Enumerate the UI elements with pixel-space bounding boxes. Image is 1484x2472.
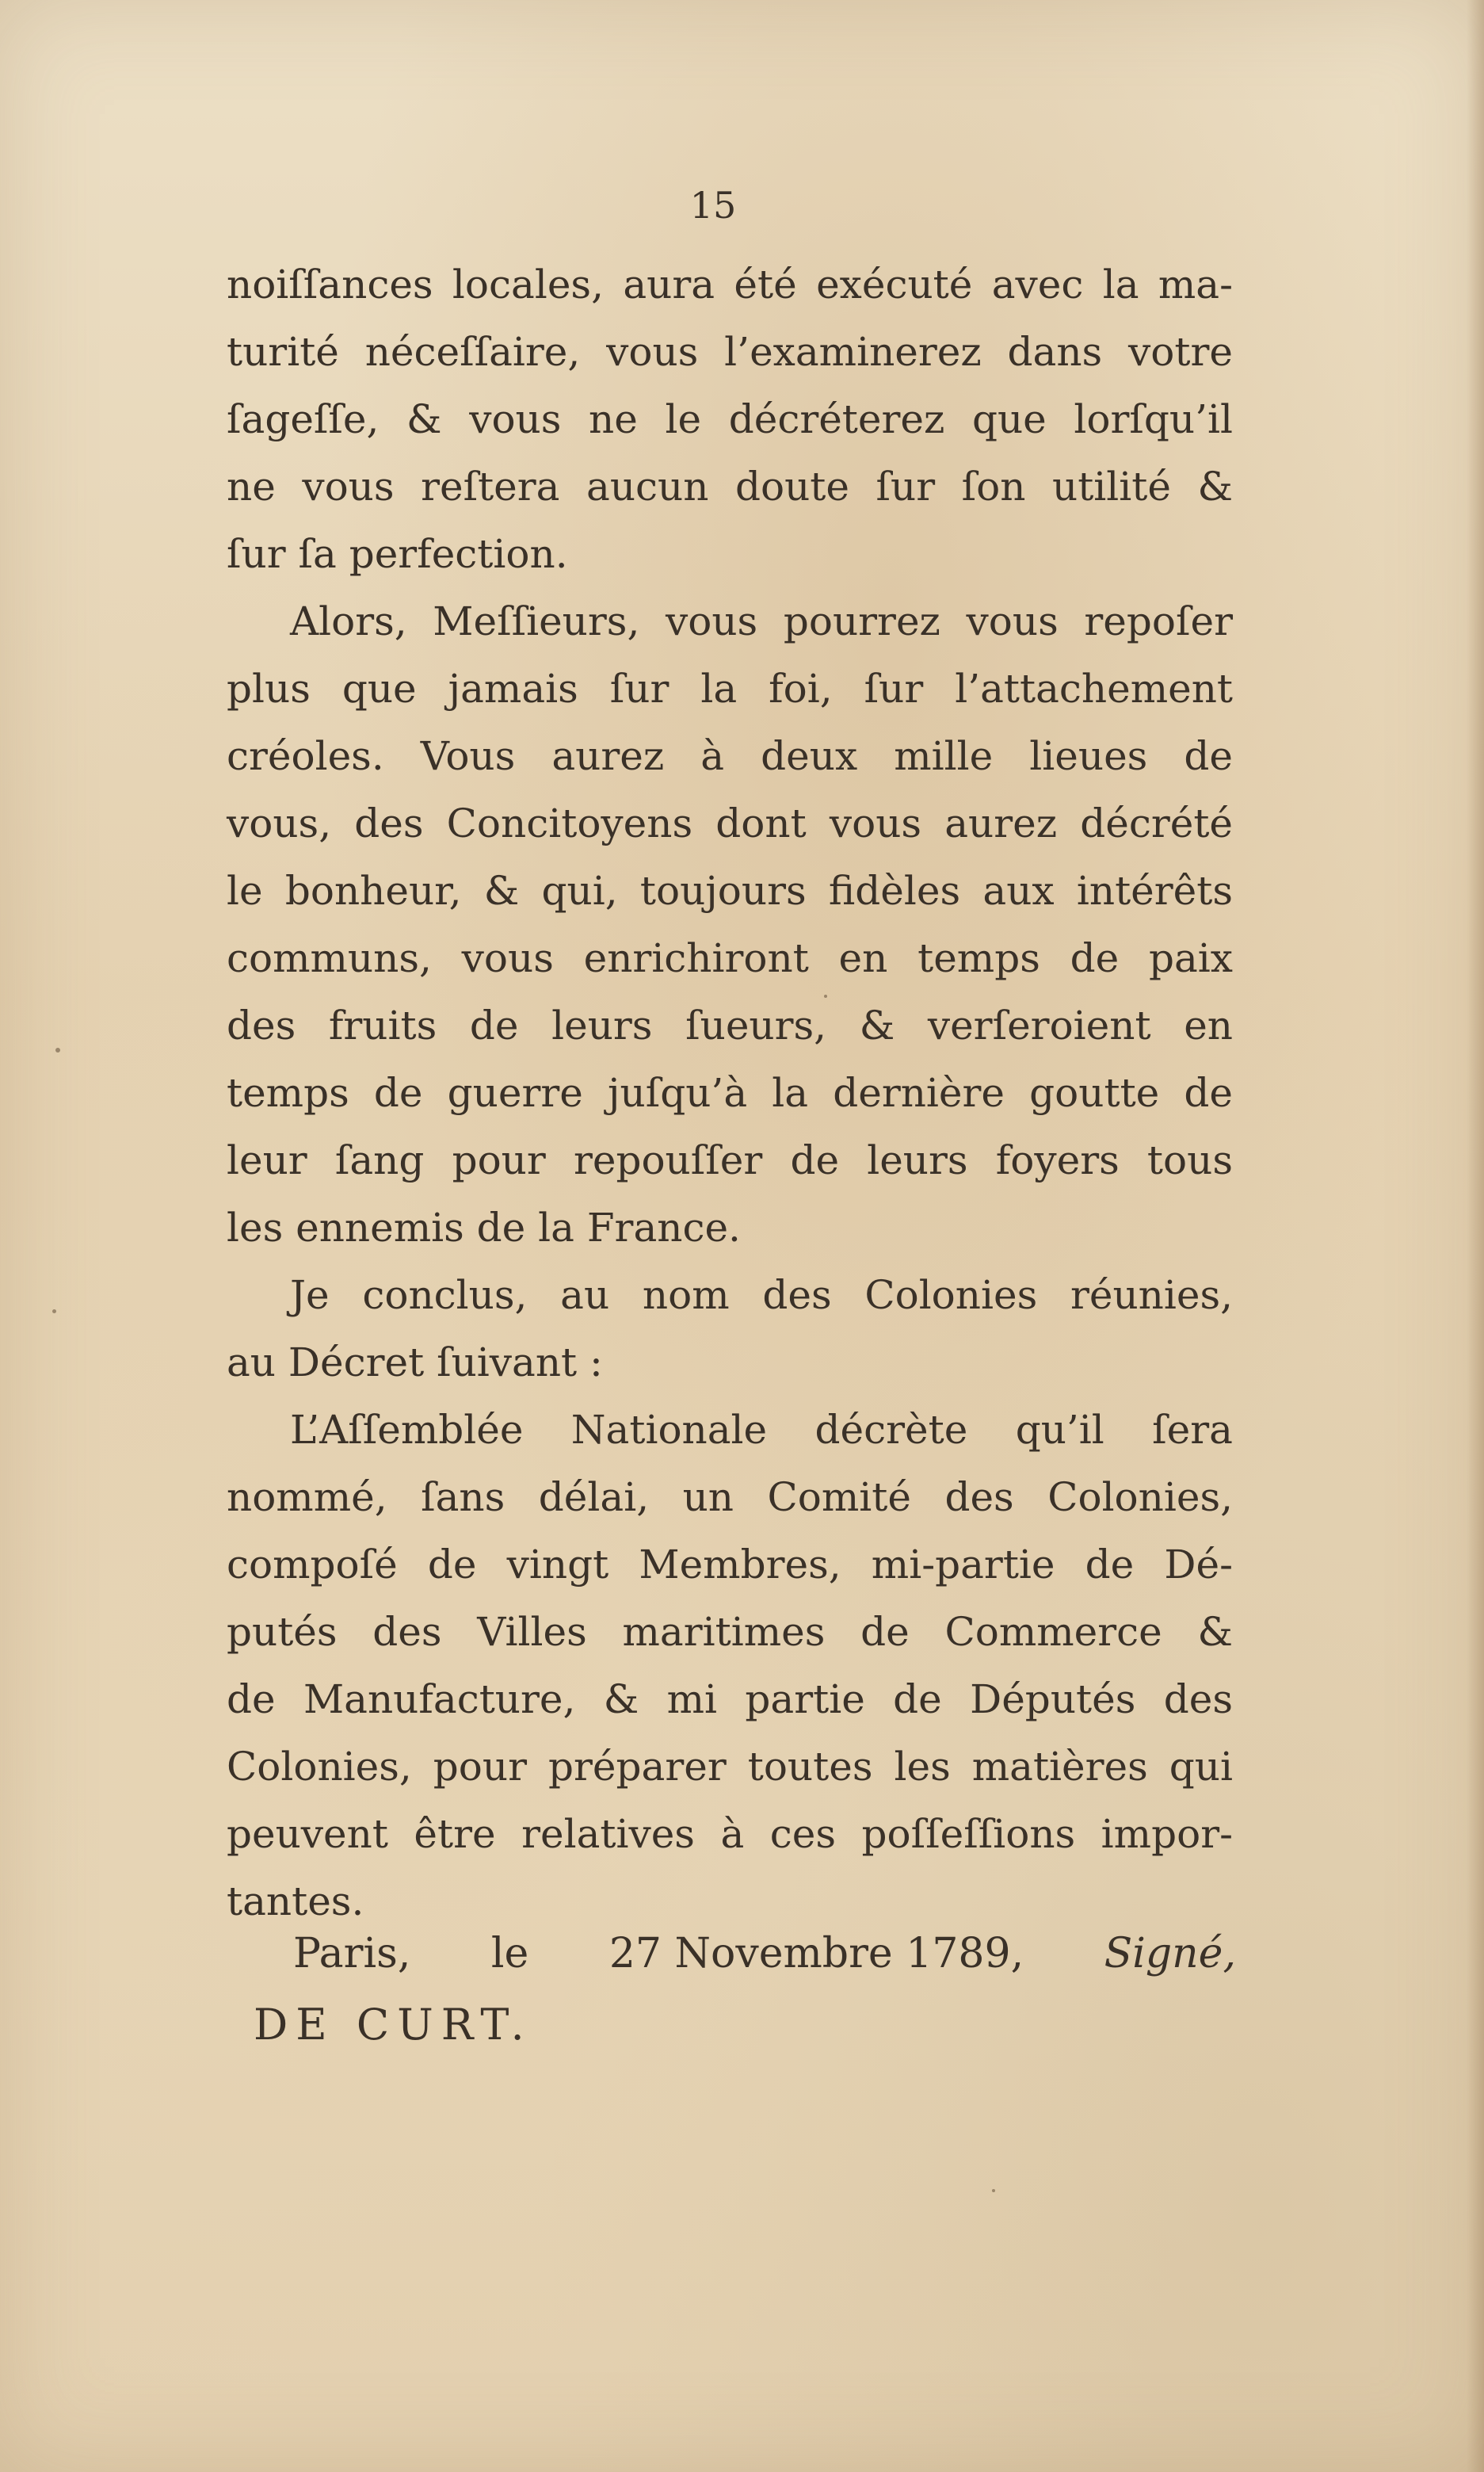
signature-block (254, 1918, 1236, 2061)
text-line: noiſſances locales, aura été exécuté avec la ma- (227, 262, 1233, 308)
paragraph-4 (227, 1396, 1233, 1935)
signatory-name: DE CURT. (254, 2000, 532, 2050)
paper-speck (55, 1048, 60, 1053)
text-line: vous, des Concitoyens dont vous aurez décrété (227, 800, 1233, 846)
paragraph-2 (227, 588, 1233, 1262)
text-line: des fruits de leurs ſueurs, & verſeroient en (227, 1003, 1233, 1049)
paragraph-1 (227, 251, 1233, 588)
text-line: ſageſſe, & vous ne le décréterez que lorſqu’il (227, 396, 1233, 442)
text-line: le bonheur, & qui, toujours fidèles aux intérêts (227, 868, 1233, 914)
text-line: temps de guerre juſqu’à la dernière goutte de (227, 1070, 1233, 1116)
text-line: les ennemis de la France. (227, 1205, 741, 1251)
signature-date-line (293, 1918, 1236, 1989)
signature-signe: Signé, (1104, 1930, 1236, 1977)
signature-place: Paris, (293, 1930, 411, 1977)
paper-speck (992, 2189, 995, 2192)
text-line: créoles. Vous aurez à deux mille lieues de (227, 733, 1233, 779)
body-text (227, 251, 1233, 1935)
text-line: communs, vous enrichiront en temps de paix (227, 935, 1233, 981)
text-line: compoſé de vingt Membres, mi-partie de Dé- (227, 1542, 1233, 1588)
text-line: Colonies, pour préparer toutes les matières qui (227, 1744, 1233, 1790)
text-line: plus que jamais ſur la foi, ſur l’attachement (227, 666, 1233, 712)
text-line: Alors, Meſſieurs, vous pourrez vous repoſer (290, 598, 1233, 644)
text-line: Je conclus, au nom des Colonies réunies, (290, 1272, 1233, 1318)
page-number: 15 (689, 184, 737, 227)
paper-speck (824, 995, 827, 998)
text-line: putés des Villes maritimes de Commerce & (227, 1609, 1233, 1655)
text-line: tantes. (227, 1878, 364, 1924)
text-line: au Décret ſuivant : (227, 1339, 603, 1385)
text-line: L’Aſſemblée Nationale décrète qu’il ſera (290, 1407, 1233, 1453)
text-line: ſur ſa perfection. (227, 531, 568, 577)
paragraph-3 (227, 1262, 1233, 1396)
text-line: turité néceſſaire, vous l’examinerez dans votre (227, 329, 1233, 375)
text-line: peuvent être relatives à ces poſſeſſions impor- (227, 1811, 1233, 1857)
signature-date: 27 Novembre 1789, (608, 1930, 1024, 1977)
text-line: de Manufacture, & mi partie de Députés des (227, 1676, 1233, 1722)
page-edge-shadow (1467, 0, 1484, 2472)
paper-speck (52, 1309, 56, 1313)
text-line: nommé, ſans délai, un Comité des Colonies, (227, 1474, 1233, 1520)
text-line: ne vous reſtera aucun doute ſur ſon utilité & (227, 464, 1233, 510)
signature-le: le (490, 1930, 529, 1977)
text-line: leur ſang pour repouſſer de leurs foyers tous (227, 1137, 1233, 1183)
